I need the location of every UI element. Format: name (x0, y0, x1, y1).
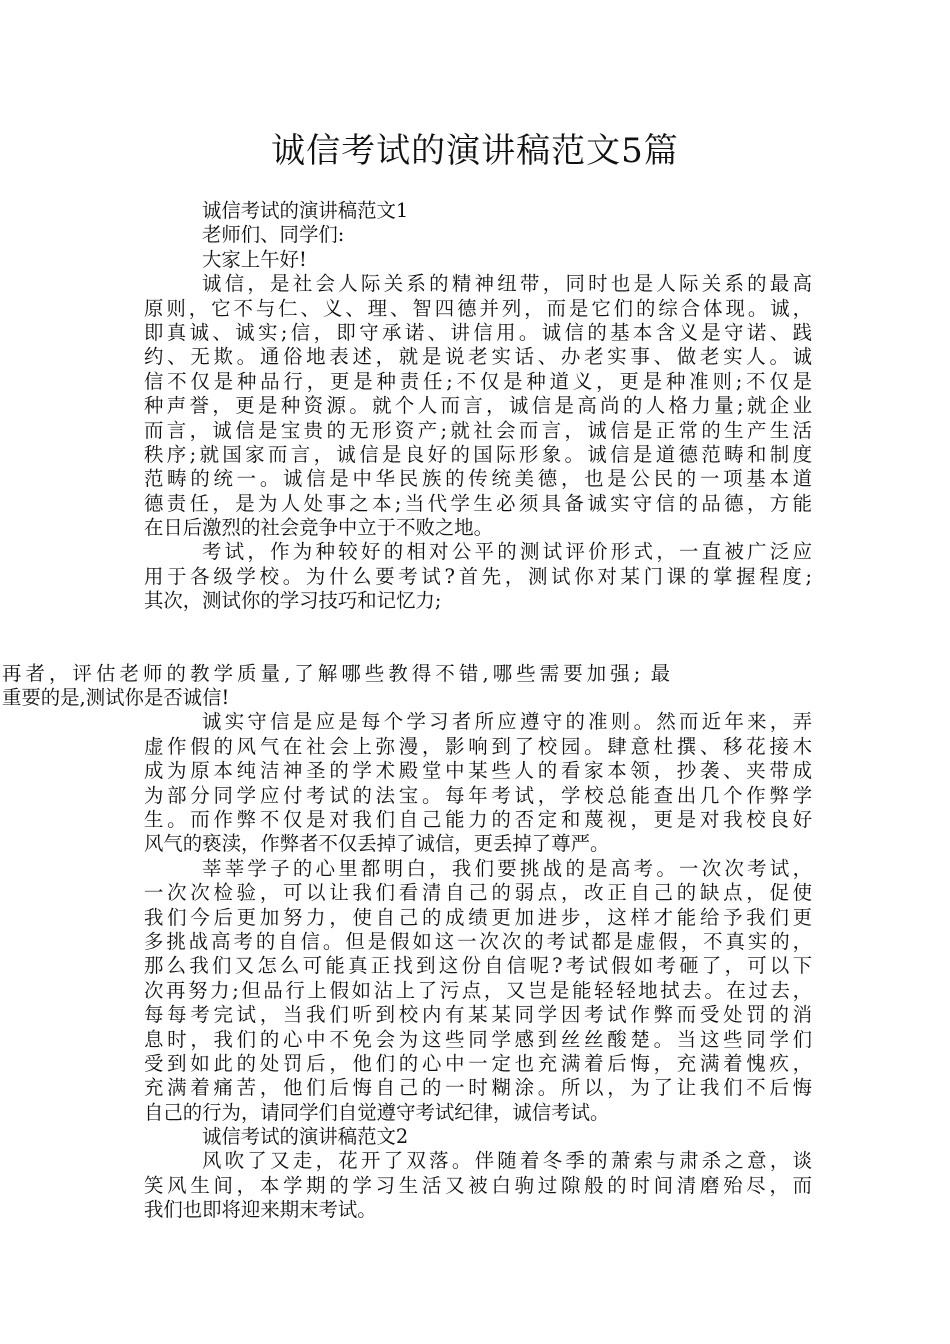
paragraph-line: 生。而作弊不仅是对我们自己能力的否定和蔑视，更是对我校良好 (144, 807, 812, 831)
paragraph-line: 风吹了又走，花开了双落。伴随着冬季的萧索与肃杀之意，谈 (202, 1149, 812, 1173)
paragraph-line: 次再努力;但品行上假如沾上了污点，又岂是能轻轻地拭去。在过去， (144, 978, 812, 1002)
document-title: 诚信考试的演讲稿范文5篇 (271, 131, 679, 171)
document-body (2, 199, 812, 1223)
paragraph-line: 用于各级学校。为什么要考试?首先，测试你对某门课的掌握程度; (144, 564, 812, 588)
paragraph-2 (144, 540, 812, 613)
paragraph-line: 诚实守信是应是每个学习者所应遵守的准则。然而近年来，弄 (202, 710, 812, 734)
greeting: 大家上午好! (202, 247, 307, 271)
salutation: 老师们、同学们: (202, 223, 345, 247)
paragraph-line: 信不仅是种品行，更是种责任;不仅是种道义，更是种准则;不仅是 (144, 369, 812, 393)
paragraph-line: 虚作假的风气在社会上弥漫，影响到了校园。肆意杜撰、移花接木 (144, 734, 812, 758)
paragraph-line: 在日后激烈的社会竞争中立于不败之地。 (144, 516, 494, 540)
paragraph-line: 自己的行为，请同学们自觉遵守考试纪律，诚信考试。 (144, 1100, 610, 1124)
paragraph-6 (144, 1149, 812, 1222)
paragraph-line: 每每考完试，当我们听到校内有某某同学因考试作弊而受处罚的消 (144, 1003, 812, 1027)
section-heading-2: 诚信考试的演讲稿范文2 (202, 1125, 409, 1149)
paragraph-line: 为部分同学应付考试的法宝。每年考试，学校总能查出几个作弊学 (144, 783, 812, 807)
page-break-gap (144, 614, 812, 662)
paragraph-line: 风气的亵渎，作弊者不仅丢掉了诚信，更丢掉了尊严。 (144, 832, 610, 856)
paragraph-line: 我们也即将迎来期末考试。 (144, 1198, 377, 1222)
paragraph-line: 诚信，是社会人际关系的精神纽带，同时也是人际关系的最高 (202, 272, 812, 296)
paragraph-line: 约、无欺。通俗地表述，就是说老实话、办老实事、做老实人。诚 (144, 345, 812, 369)
paragraph-4 (144, 710, 812, 856)
paragraph-line: 种声誉，更是种资源。就个人而言，诚信是高尚的人格力量;就企业 (144, 394, 812, 418)
paragraph-line: 充满着痛苦，他们后悔自己的一时糊涂。所以，为了让我们不后悔 (144, 1076, 812, 1100)
paragraph-line: 其次，测试你的学习技巧和记忆力; (144, 589, 442, 613)
paragraph-line: 考试，作为种较好的相对公平的测试评价形式，一直被广泛应 (202, 540, 812, 564)
paragraph-line: 息时，我们的心中不免会为这些同学感到丝丝酸楚。当这些同学们 (144, 1027, 812, 1051)
section-heading-1: 诚信考试的演讲稿范文1 (202, 199, 409, 222)
paragraph-line: 我们今后更加努力，使自己的成绩更加进步，这样才能给予我们更 (144, 905, 812, 929)
paragraph-1 (144, 272, 812, 540)
paragraph-line: 一次次检验，可以让我们看清自己的弱点，改正自己的缺点，促使 (144, 881, 812, 905)
paragraph-line: 再者，评估老师的教学质量,了解哪些教得不错,哪些需要加强; 最 (2, 661, 670, 685)
paragraph-line: 原则，它不与仁、义、理、智四德并列，而是它们的综合体现。诚， (144, 296, 812, 320)
paragraph-line: 受到如此的处罚后，他们的心中一定也充满着后悔，充满着愧疚， (144, 1051, 812, 1075)
paragraph-5 (144, 857, 812, 1125)
paragraph-3 (2, 661, 812, 711)
paragraph-line: 成为原本纯洁神圣的学术殿堂中某些人的看家本领，抄袭、夹带成 (144, 759, 812, 783)
paragraph-line: 而言，诚信是宝贵的无形资产;就社会而言，诚信是正常的生产生活 (144, 418, 812, 442)
paragraph-line: 莘莘学子的心里都明白，我们要挑战的是高考。一次次考试， (202, 856, 812, 880)
paragraph-line: 笑风生间，本学期的学习生活又被白驹过隙般的时间清磨殆尽，而 (144, 1173, 812, 1197)
paragraph-line: 范畴的统一。诚信是中华民族的传统美德，也是公民的一项基本道 (144, 467, 812, 491)
paragraph-line: 秩序;就国家而言，诚信是良好的国际形象。诚信是道德范畴和制度 (144, 442, 812, 466)
paragraph-line: 即真诚、诚实;信，即守承诺、讲信用。诚信的基本含义是守诺、践 (144, 320, 812, 344)
paragraph-line: 德责任，是为人处事之本;当代学生必须具备诚实守信的品德，方能 (144, 491, 812, 515)
paragraph-line: 重要的是,测试你是否诚信! (2, 686, 230, 710)
paragraph-line: 多挑战高考的自信。但是假如这一次次的考试都是虚假，不真实的， (144, 929, 812, 953)
paragraph-line: 那么我们又怎么可能真正找到这份自信呢?考试假如考砸了，可以下 (144, 954, 812, 978)
